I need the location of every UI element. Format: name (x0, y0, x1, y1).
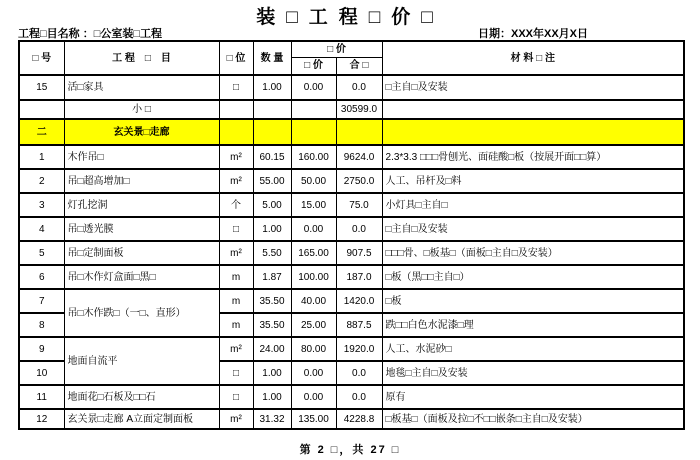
table-row-12 (19, 409, 684, 429)
cell-remark: □主自□及安装 (382, 217, 684, 241)
cell-total: 0.0 (336, 217, 382, 241)
cell-total: 907.5 (336, 241, 382, 265)
col-header-unit-price: □ 价 (291, 57, 336, 75)
cell-unit: m² (219, 241, 253, 265)
cell-no: 12 (19, 409, 64, 429)
cell-empty (382, 100, 684, 119)
table-row-9 (19, 337, 684, 361)
cell-unit: m² (219, 337, 253, 361)
cell-item: 吊□木作灯盒面□黑□ (64, 265, 219, 289)
cell-remark: □主自□及安装 (382, 75, 684, 100)
cell-qty: 35.50 (253, 289, 291, 313)
cell-unit: □ (219, 385, 253, 409)
col-header-material: 材 料 □ 注 (382, 41, 684, 75)
cell-unit-price: 0.00 (291, 361, 336, 385)
cell-item-merged: 地面自流平 (64, 337, 219, 385)
cell-remark: 人工、吊杆及□料 (382, 169, 684, 193)
cell-subtotal-total: 30599.0 (336, 100, 382, 119)
col-header-item: 工 程 □ 目 (64, 41, 219, 75)
cell-qty: 60.15 (253, 145, 291, 169)
cell-unit-price: 25.00 (291, 313, 336, 337)
meta-row (18, 25, 683, 39)
cell-qty: 1.00 (253, 75, 291, 100)
table-row-3 (19, 193, 684, 217)
cell-no-empty (19, 100, 64, 119)
cell-no: 11 (19, 385, 64, 409)
cell-total: 0.0 (336, 75, 382, 100)
quotation-table (18, 40, 685, 430)
cell-unit: m² (219, 409, 253, 429)
cell-item: 吊□透光膜 (64, 217, 219, 241)
cell-empty (219, 100, 253, 119)
cell-no: 15 (19, 75, 64, 100)
cell-qty: 1.87 (253, 265, 291, 289)
header-row-1 (19, 41, 684, 57)
cell-total: 0.0 (336, 385, 382, 409)
cell-unit: m² (219, 145, 253, 169)
cell-qty: 35.50 (253, 313, 291, 337)
cell-remark: □板基□（面板及拉□不□□嵌条□主自□及安装） (382, 409, 684, 429)
table-row-4 (19, 217, 684, 241)
cell-no: 3 (19, 193, 64, 217)
cell-item: 地面花□石板及□□石 (64, 385, 219, 409)
cell-no: 8 (19, 313, 64, 337)
cell-item: 灯孔挖洞 (64, 193, 219, 217)
cell-unit-price: 50.00 (291, 169, 336, 193)
cell-total: 4228.8 (336, 409, 382, 429)
cell-remark: 地毯□主自□及安装 (382, 361, 684, 385)
cell-no: 9 (19, 337, 64, 361)
cell-qty: 24.00 (253, 337, 291, 361)
cell-no: 4 (19, 217, 64, 241)
col-header-qty: 数 量 (253, 41, 291, 75)
cell-total: 187.0 (336, 265, 382, 289)
cell-remark: □□□骨、□板基□（面板□主自□及安装） (382, 241, 684, 265)
cell-item: 活□家具 (64, 75, 219, 100)
cell-item-merged: 吊□木作跌□（一□、直形） (64, 289, 219, 337)
page-title: 装□工程□价□ (256, 7, 444, 28)
cell-no: 1 (19, 145, 64, 169)
table-row-1 (19, 145, 684, 169)
cell-qty: 1.00 (253, 217, 291, 241)
cell-unit: m (219, 265, 253, 289)
project-name-label: 工程□目名称 ：□公室装□工程 (18, 28, 162, 40)
cell-remark: 原有 (382, 385, 684, 409)
table-row-11 (19, 385, 684, 409)
cell-unit-price: 0.00 (291, 385, 336, 409)
cell-no: 10 (19, 361, 64, 385)
cell-section-title: 玄关景□走廊 (64, 119, 219, 145)
cell-unit: m (219, 289, 253, 313)
cell-empty (291, 100, 336, 119)
table-row-7 (19, 289, 684, 313)
cell-no: 6 (19, 265, 64, 289)
subtotal-row (19, 100, 684, 119)
cell-unit-price: 165.00 (291, 241, 336, 265)
cell-qty: 5.00 (253, 193, 291, 217)
cell-total: 887.5 (336, 313, 382, 337)
cell-total: 2750.0 (336, 169, 382, 193)
table-row-15 (19, 75, 684, 100)
col-header-price-group: □ 价 (291, 41, 382, 57)
col-header-unit: □ 位 (219, 41, 253, 75)
cell-item: 木作吊□ (64, 145, 219, 169)
cell-section-no: 二 (19, 119, 64, 145)
cell-remark: □板（黑□□主自□） (382, 265, 684, 289)
cell-unit: □ (219, 75, 253, 100)
cell-unit-price: 135.00 (291, 409, 336, 429)
cell-unit-price: 0.00 (291, 217, 336, 241)
cell-qty: 1.00 (253, 361, 291, 385)
cell-empty (336, 119, 382, 145)
cell-remark: 小灯具□主自□ (382, 193, 684, 217)
cell-unit-price: 160.00 (291, 145, 336, 169)
cell-qty: 55.00 (253, 169, 291, 193)
cell-empty (253, 100, 291, 119)
cell-unit: m (219, 313, 253, 337)
cell-subtotal-label: 小 □ (64, 100, 219, 119)
cell-empty (219, 119, 253, 145)
cell-empty (253, 119, 291, 145)
cell-total: 0.0 (336, 361, 382, 385)
cell-total: 75.0 (336, 193, 382, 217)
cell-unit-price: 80.00 (291, 337, 336, 361)
cell-unit-price: 100.00 (291, 265, 336, 289)
cell-unit-price: 0.00 (291, 75, 336, 100)
cell-qty: 1.00 (253, 385, 291, 409)
cell-remark: 人工、水泥砂□ (382, 337, 684, 361)
cell-item: 吊□超高增加□ (64, 169, 219, 193)
cell-qty: 5.50 (253, 241, 291, 265)
cell-total: 1420.0 (336, 289, 382, 313)
cell-item: 玄关景□走廊 A立面定制面板 (64, 409, 219, 429)
section-row (19, 119, 684, 145)
cell-qty: 31.32 (253, 409, 291, 429)
cell-unit: m² (219, 169, 253, 193)
cell-unit: 个 (219, 193, 253, 217)
cell-total: 1920.0 (336, 337, 382, 361)
cell-total: 9624.0 (336, 145, 382, 169)
cell-no: 7 (19, 289, 64, 313)
page-number-label: 第 2 □，共 27 □ (299, 444, 401, 456)
table-row-6 (19, 265, 684, 289)
cell-remark: □板 (382, 289, 684, 313)
cell-unit: □ (219, 217, 253, 241)
cell-unit-price: 40.00 (291, 289, 336, 313)
cell-no: 5 (19, 241, 64, 265)
cell-no: 2 (19, 169, 64, 193)
col-header-total: 合 □ (336, 57, 382, 75)
cell-remark: 2.3*3.3 □□□骨刨光、面硅酸□板（按展开面□□算） (382, 145, 684, 169)
date-label: 日期：XXX年XX月X日 (478, 28, 589, 40)
table-row-5 (19, 241, 684, 265)
cell-unit: □ (219, 361, 253, 385)
col-header-no: □ 号 (19, 41, 64, 75)
cell-unit-price: 15.00 (291, 193, 336, 217)
cell-empty (382, 119, 684, 145)
cell-empty (291, 119, 336, 145)
table-row-2 (19, 169, 684, 193)
cell-remark: 跌□□白色水泥漆□理 (382, 313, 684, 337)
cell-item: 吊□定制面板 (64, 241, 219, 265)
